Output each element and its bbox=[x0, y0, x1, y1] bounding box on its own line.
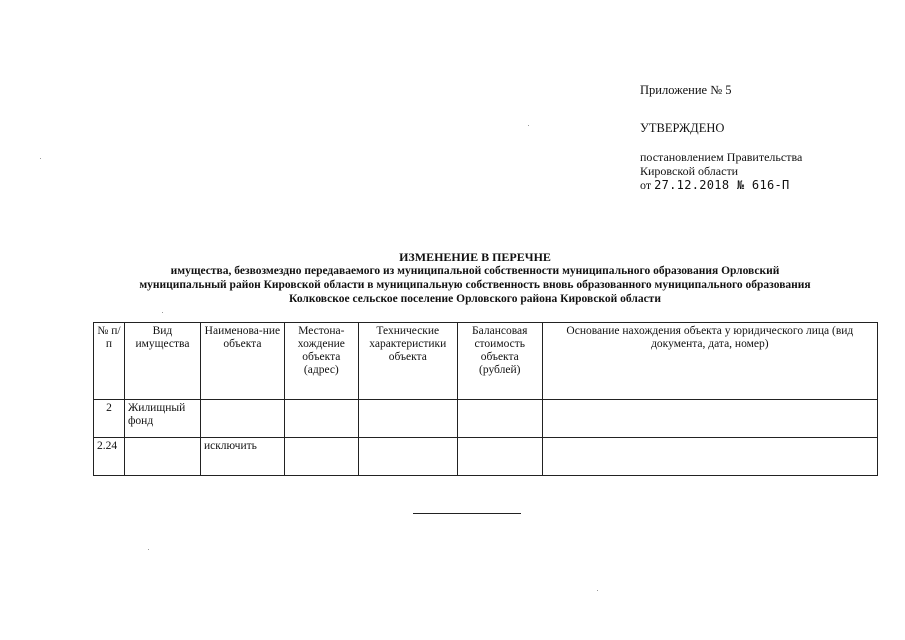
table-cell bbox=[358, 400, 457, 438]
table-cell bbox=[124, 438, 200, 476]
column-header-basis: Основание нахождения объекта у юридического лица (вид документа, дата, номер) bbox=[542, 323, 877, 400]
decree-date-handwritten: 27.12.2018 № 616-П bbox=[654, 178, 790, 192]
table-cell bbox=[358, 438, 457, 476]
approval-stamp: УТВЕРЖДЕНО bbox=[640, 121, 725, 135]
appendix-number: Приложение № 5 bbox=[640, 83, 732, 97]
decree-date-prefix: от bbox=[640, 178, 652, 192]
table-header-row bbox=[94, 323, 878, 400]
column-header-number: № п/п bbox=[94, 323, 125, 400]
scan-speck bbox=[162, 312, 163, 313]
column-header-specs: Технические характеристики объекта bbox=[358, 323, 457, 400]
decree-line-2: Кировской области bbox=[640, 164, 739, 178]
scan-speck bbox=[528, 125, 529, 126]
table-row bbox=[94, 438, 878, 476]
column-header-location: Местона-хождение объекта (адрес) bbox=[284, 323, 358, 400]
table-cell bbox=[457, 438, 542, 476]
table-cell: 2.24 bbox=[94, 438, 125, 476]
scan-speck bbox=[597, 590, 598, 591]
table-cell bbox=[457, 400, 542, 438]
scan-speck bbox=[40, 158, 41, 159]
column-header-type: Вид имущества bbox=[124, 323, 200, 400]
table-cell bbox=[542, 438, 877, 476]
table-cell: 2 bbox=[94, 400, 125, 438]
title-main: ИЗМЕНЕНИЕ В ПЕРЕЧНЕ bbox=[399, 250, 551, 264]
scan-speck bbox=[148, 549, 149, 550]
property-table bbox=[93, 322, 878, 476]
end-of-document-rule bbox=[413, 513, 521, 514]
table-cell: Жилищный фонд bbox=[124, 400, 200, 438]
column-header-name: Наименова-ние объекта bbox=[200, 323, 284, 400]
title-line-1: имущества, безвозмездно передаваемого из муниципальной собственности муниципального образования Орловский bbox=[170, 265, 780, 277]
table-cell bbox=[200, 400, 284, 438]
title-line-2: муниципальный район Кировской области в муниципальную собственность вновь образованного муниципального образования bbox=[139, 279, 811, 291]
column-header-balance-value: Балансовая стоимость объекта (рублей) bbox=[457, 323, 542, 400]
decree-reference bbox=[640, 150, 802, 192]
decree-line-1: постановлением Правительства bbox=[640, 150, 803, 164]
title-line-3: Колковское сельское поселение Орловского района Кировской области bbox=[289, 293, 661, 305]
table-cell: исключить bbox=[200, 438, 284, 476]
document-title bbox=[95, 250, 855, 306]
decree-date-line bbox=[640, 178, 802, 192]
table-cell bbox=[284, 438, 358, 476]
table-row bbox=[94, 400, 878, 438]
table-cell bbox=[284, 400, 358, 438]
table-cell bbox=[542, 400, 877, 438]
